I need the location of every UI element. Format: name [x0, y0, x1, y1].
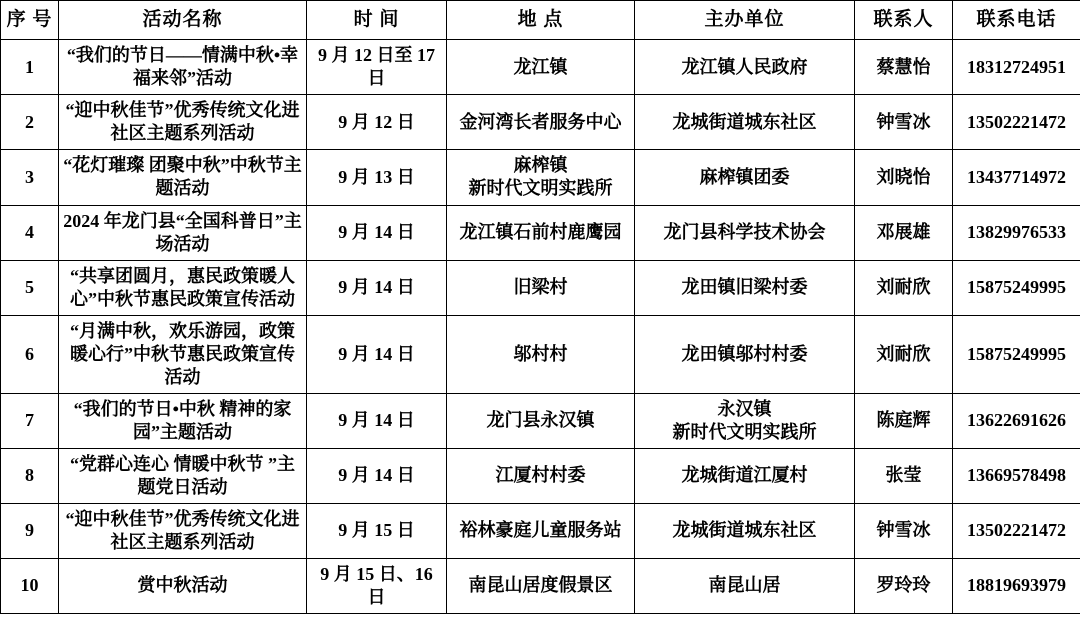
cell-time: 9 月 15 日、16 日	[307, 558, 447, 613]
cell-contact-person: 蔡慧怡	[855, 40, 953, 95]
cell-organizer	[635, 393, 855, 448]
table-row	[1, 558, 1080, 613]
cell-contact-phone: 13502221472	[953, 503, 1080, 558]
cell-contact-phone: 18312724951	[953, 40, 1080, 95]
cell-organizer: 龙门县科学技术协会	[635, 205, 855, 260]
cell-organizer: 龙城街道江厦村	[635, 448, 855, 503]
cell-place	[447, 150, 635, 205]
table-row	[1, 393, 1080, 448]
cell-contact-person: 邓展雄	[855, 205, 953, 260]
cell-contact-phone: 13622691626	[953, 393, 1080, 448]
cell-contact-phone: 18819693979	[953, 558, 1080, 613]
cell-contact-phone: 15875249995	[953, 315, 1080, 393]
cell-seq: 9	[1, 503, 59, 558]
cell-place: 龙江镇	[447, 40, 635, 95]
cell-time: 9 月 12 日	[307, 95, 447, 150]
cell-time: 9 月 14 日	[307, 448, 447, 503]
cell-contact-phone: 13502221472	[953, 95, 1080, 150]
table-row	[1, 260, 1080, 315]
cell-time: 9 月 14 日	[307, 315, 447, 393]
cell-time: 9 月 15 日	[307, 503, 447, 558]
cell-seq: 2	[1, 95, 59, 150]
cell-activity-name: “我们的节日——情满中秋•幸福来邻”活动	[59, 40, 307, 95]
table-row	[1, 95, 1080, 150]
column-header-organizer: 主办单位	[635, 1, 855, 40]
cell-activity-name: 2024 年龙门县“全国科普日”主场活动	[59, 205, 307, 260]
cell-seq: 3	[1, 150, 59, 205]
column-header-place: 地 点	[447, 1, 635, 40]
cell-organizer: 南昆山居	[635, 558, 855, 613]
cell-time: 9 月 14 日	[307, 260, 447, 315]
cell-time: 9 月 12 日至 17 日	[307, 40, 447, 95]
cell-activity-name: “月满中秋，欢乐游园，政策暖心行”中秋节惠民政策宣传活动	[59, 315, 307, 393]
column-header-contact-person: 联系人	[855, 1, 953, 40]
cell-activity-name: “迎中秋佳节”优秀传统文化进社区主题系列活动	[59, 95, 307, 150]
cell-contact-phone: 15875249995	[953, 260, 1080, 315]
cell-time: 9 月 14 日	[307, 205, 447, 260]
cell-contact-person: 刘耐欣	[855, 315, 953, 393]
cell-activity-name: “迎中秋佳节”优秀传统文化进社区主题系列活动	[59, 503, 307, 558]
cell-seq: 8	[1, 448, 59, 503]
table-row	[1, 40, 1080, 95]
cell-place: 江厦村村委	[447, 448, 635, 503]
cell-organizer: 龙城街道城东社区	[635, 95, 855, 150]
cell-organizer: 麻榨镇团委	[635, 150, 855, 205]
cell-activity-name: “党群心连心 情暖中秋节 ”主题党日活动	[59, 448, 307, 503]
cell-contact-phone: 13829976533	[953, 205, 1080, 260]
cell-contact-phone: 13669578498	[953, 448, 1080, 503]
cell-line: 永汉镇	[717, 398, 772, 419]
cell-organizer: 龙江镇人民政府	[635, 40, 855, 95]
cell-contact-person: 罗玲玲	[855, 558, 953, 613]
cell-seq: 6	[1, 315, 59, 393]
cell-line: 新时代文明实践所	[468, 178, 613, 199]
cell-time: 9 月 13 日	[307, 150, 447, 205]
cell-organizer: 龙田镇邬村村委	[635, 315, 855, 393]
cell-place: 旧梁村	[447, 260, 635, 315]
table-header-row	[1, 1, 1080, 40]
cell-line: 新时代文明实践所	[672, 421, 817, 442]
cell-seq: 5	[1, 260, 59, 315]
cell-place: 裕林豪庭儿童服务站	[447, 503, 635, 558]
cell-organizer: 龙田镇旧梁村委	[635, 260, 855, 315]
cell-place: 龙门县永汉镇	[447, 393, 635, 448]
cell-time: 9 月 14 日	[307, 393, 447, 448]
cell-contact-person: 刘耐欣	[855, 260, 953, 315]
cell-contact-person: 刘晓怡	[855, 150, 953, 205]
column-header-time: 时 间	[307, 1, 447, 40]
cell-contact-person: 陈庭辉	[855, 393, 953, 448]
cell-place: 南昆山居度假景区	[447, 558, 635, 613]
column-header-name: 活动名称	[59, 1, 307, 40]
cell-seq: 4	[1, 205, 59, 260]
cell-place: 邬村村	[447, 315, 635, 393]
table-header	[1, 1, 1080, 40]
table-row	[1, 503, 1080, 558]
cell-contact-person: 钟雪冰	[855, 503, 953, 558]
cell-activity-name: 赏中秋活动	[59, 558, 307, 613]
cell-place: 金河湾长者服务中心	[447, 95, 635, 150]
cell-seq: 1	[1, 40, 59, 95]
cell-activity-name: “共享团圆月，惠民政策暖人心”中秋节惠民政策宣传活动	[59, 260, 307, 315]
cell-seq: 10	[1, 558, 59, 613]
cell-seq: 7	[1, 393, 59, 448]
cell-activity-name: “我们的节日•中秋 精神的家园”主题活动	[59, 393, 307, 448]
cell-organizer: 龙城街道城东社区	[635, 503, 855, 558]
column-header-contact-phone: 联系电话	[953, 1, 1080, 40]
table-row	[1, 205, 1080, 260]
column-header-seq: 序 号	[1, 1, 59, 40]
table-row	[1, 315, 1080, 393]
cell-place: 龙江镇石前村鹿鹰园	[447, 205, 635, 260]
table-body	[1, 40, 1080, 614]
cell-activity-name: “花灯璀璨 团聚中秋”中秋节主题活动	[59, 150, 307, 205]
cell-contact-phone: 13437714972	[953, 150, 1080, 205]
table-row	[1, 448, 1080, 503]
table-row	[1, 150, 1080, 205]
cell-contact-person: 张莹	[855, 448, 953, 503]
cell-contact-person: 钟雪冰	[855, 95, 953, 150]
cell-line: 麻榨镇	[513, 155, 568, 176]
